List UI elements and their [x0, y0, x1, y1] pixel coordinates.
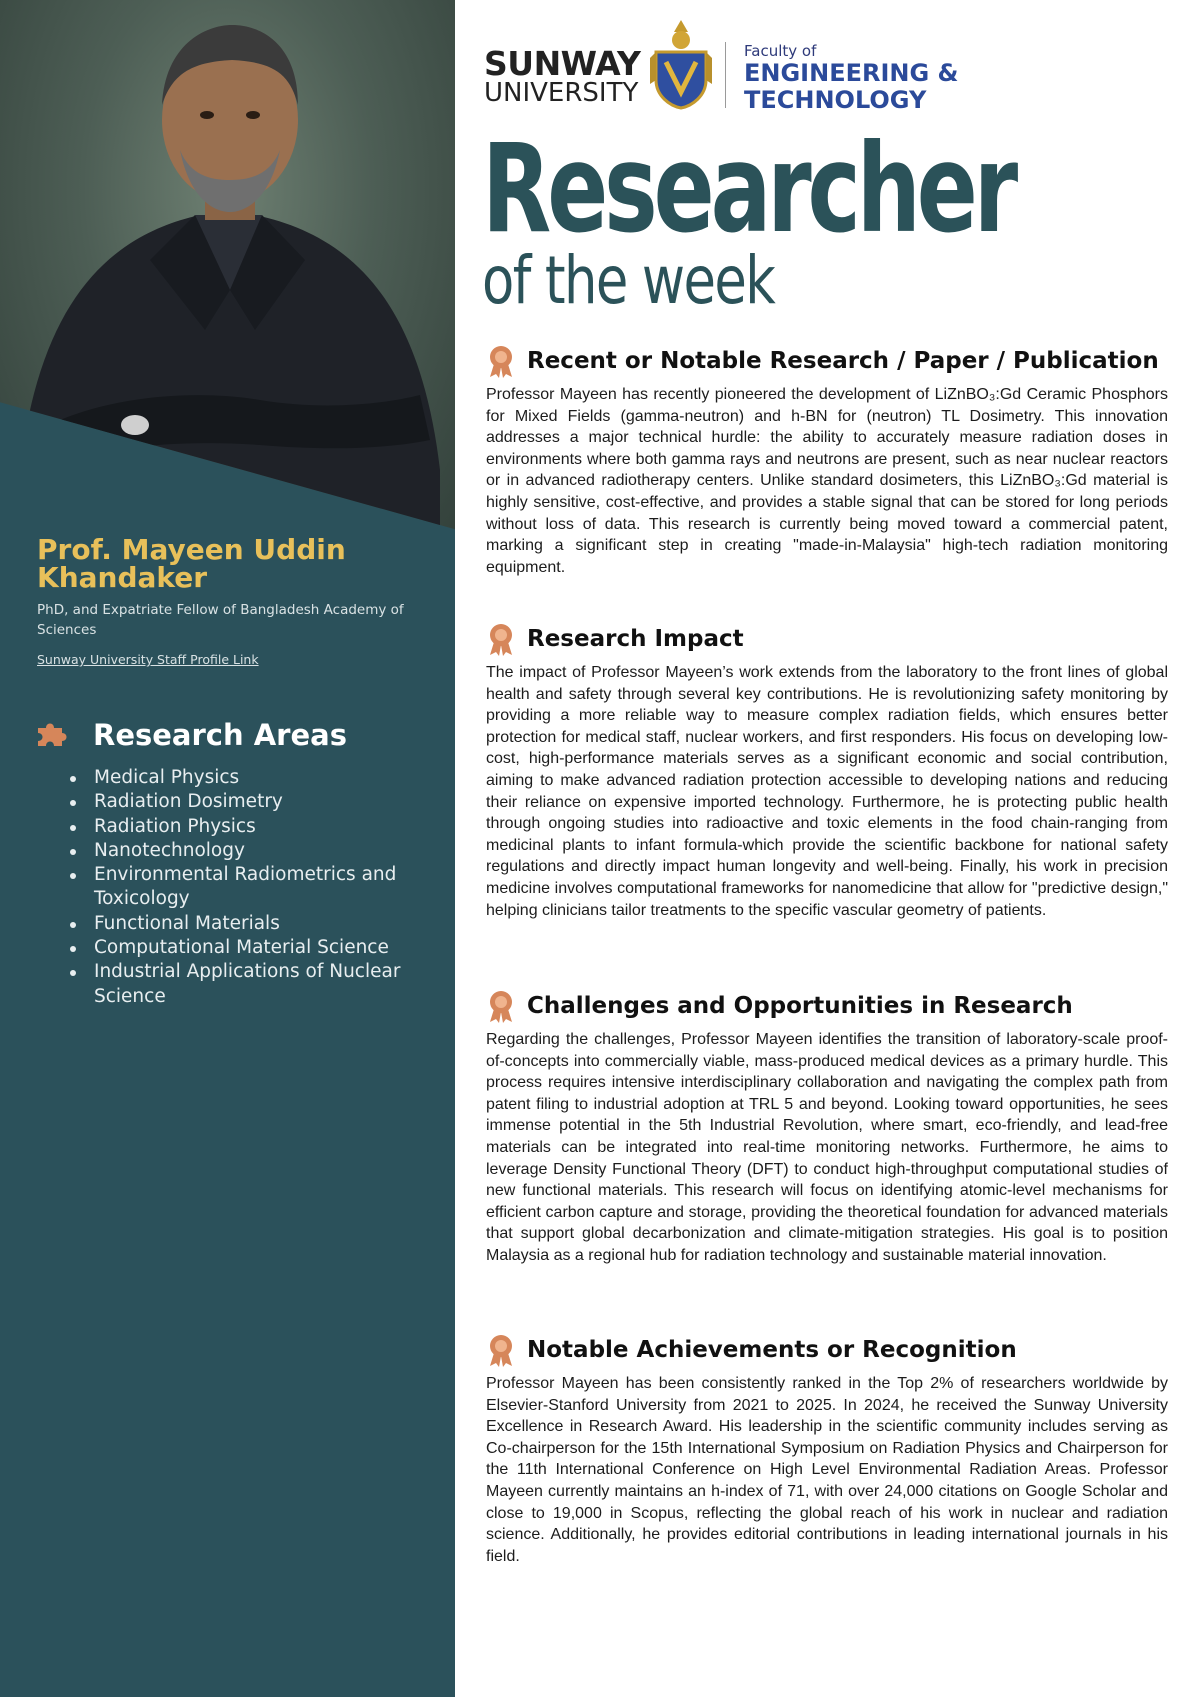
portrait-illustration	[0, 0, 455, 540]
faculty-of-text: Faculty of	[744, 42, 817, 60]
profile-credentials: PhD, and Expatriate Fellow of Bangladesh Academy of Sciences	[37, 602, 404, 638]
puzzle-icon	[36, 722, 70, 752]
section-body: Professor Mayeen has been consistently ranked in the Top 2% of researchers worldwide by Elsevier-Stanford University from 2021 to 2025. In 2024, he received the Sunway University Excellence in Research Award. His leadership in the scientific community includes serving as Co-chairperson for the 15th International Symposium on Radiation Physics and Chairperson for the 11th International Conference on High Level Environmental Radiation Areas. Professor Mayeen currently maintains an h-index of 71, with over 24,000 citations on Google Scholar and close to 19,000 in Scopus, reflecting the global reach of his work in nuclear and radiation science. Additionally, he provides editorial contributions in leading international journals in his field.	[486, 1375, 1168, 1565]
list-item: Industrial Applications of Nuclear Science	[70, 960, 440, 1009]
crest-icon	[648, 18, 714, 114]
profile-panel	[0, 0, 455, 1697]
list-item: Radiation Physics	[70, 815, 440, 839]
section-body: Professor Mayeen has recently pioneered the development of LiZnBO₃:Gd Ceramic Phosphors for Mixed Fields (gamma-neutron) and h-BN for (neutron) TL Dosimetry. This innovation addresses a major technical hurdle: the ability to accurately measure radiation doses in environments where both gamma rays and neutrons are present, such as near nuclear reactors or in advanced radiotherapy centers. Unlike standard dosimeters, this LiZnBO₃:Gd material is highly sensitive, cost-effective, and provides a stable signal that can be stored for long periods without loss of data. This research is currently being moved toward a commercial patent, marking a significant step in creating "made-in-Malaysia" high-tech radiation monitoring equipment.	[486, 386, 1168, 576]
research-areas-title: Research Areas	[93, 718, 347, 752]
logo-divider	[725, 42, 726, 108]
award-medal-icon	[486, 989, 516, 1027]
section-research-impact	[486, 622, 1168, 921]
list-item: Functional Materials	[70, 912, 440, 936]
award-medal-icon	[486, 1333, 516, 1371]
section-title: Challenges and Opportunities in Research	[527, 993, 1073, 1019]
list-item: Medical Physics	[70, 766, 440, 790]
staff-profile-link[interactable]: Sunway University Staff Profile Link	[37, 652, 259, 667]
section-recent-research	[486, 344, 1168, 578]
logo-university-text: UNIVERSITY	[484, 78, 639, 108]
logo-sunway-text: SUNWAY	[484, 44, 641, 83]
list-item: Computational Material Science	[70, 936, 440, 960]
section-achievements	[486, 1333, 1168, 1567]
section-challenges	[486, 989, 1168, 1267]
page-title: Researcher	[482, 118, 1015, 260]
award-medal-icon	[486, 622, 516, 660]
section-body: Regarding the challenges, Professor Mayeen identifies the transition of laboratory-scale proof-of-concepts into commercially viable, mass-produced medical devices as a primary hurdle. This process requires intensive interdisciplinary collaboration and navigating the complex path from patent filing to industrial adoption at TRL 5 and beyond. Looking toward opportunities, he sees immense potential in the 5th Industrial Revolution, where smart, eco-friendly, and lead-free materials can be integrated into real-time monitoring networks. Furthermore, he aims to leverage Density Functional Theory (DFT) to conduct high-throughput computational studies of new functional materials. This research will focus on identifying atomic-level mechanisms for efficient carbon capture and storage, providing the theoretical foundation for advanced materials that support global decarbonization and climate-mitigation strategies. His goal is to position Malaysia as a regional hub for radiation technology and sustainable material innovation.	[486, 1031, 1168, 1264]
portrait-photo	[0, 0, 455, 540]
section-title: Recent or Notable Research / Paper / Publication	[527, 348, 1159, 374]
page-subtitle: of the week	[482, 242, 775, 319]
section-body: The impact of Professor Mayeen’s work extends from the laboratory to the front lines of global health and safety through several key contributions. He is revolutionizing safety monitoring by providing a more reliable way to measure complex radiation fields, which ensures better protection for medical staff, nuclear workers, and first responders. His focus on developing low-cost, high-performance materials serves as a significant economic and social contribution, aiming to make advanced radiation protection accessible to developing nations and reducing their reliance on expensive imported technology. Furthermore, he is protecting public health through ongoing studies into radioactive and toxic elements in the food chain-ranging from medicinal plants to infant formula-which provide the scientific backbone for national safety regulations and directly impact human longevity and well-being. Finally, his work in precision medicine involves computational frameworks for nanomedicine that allow for "predictive design," helping clinicians tailor treatments to the specific vascular geometry of patients.	[486, 664, 1168, 919]
list-item: Radiation Dosimetry	[70, 790, 440, 814]
university-logo	[484, 18, 984, 114]
faculty-name	[744, 60, 984, 114]
profile-name: Prof. Mayeen Uddin Khandaker	[37, 533, 346, 594]
faculty-name-text: ENGINEERING & TECHNOLOGY	[744, 59, 959, 114]
list-item: Nanotechnology	[70, 839, 440, 863]
section-title: Research Impact	[527, 626, 744, 652]
research-areas-list	[70, 766, 440, 1009]
award-medal-icon	[486, 344, 516, 382]
list-item: Environmental Radiometrics and Toxicology	[70, 863, 440, 912]
section-title: Notable Achievements or Recognition	[527, 1337, 1017, 1363]
